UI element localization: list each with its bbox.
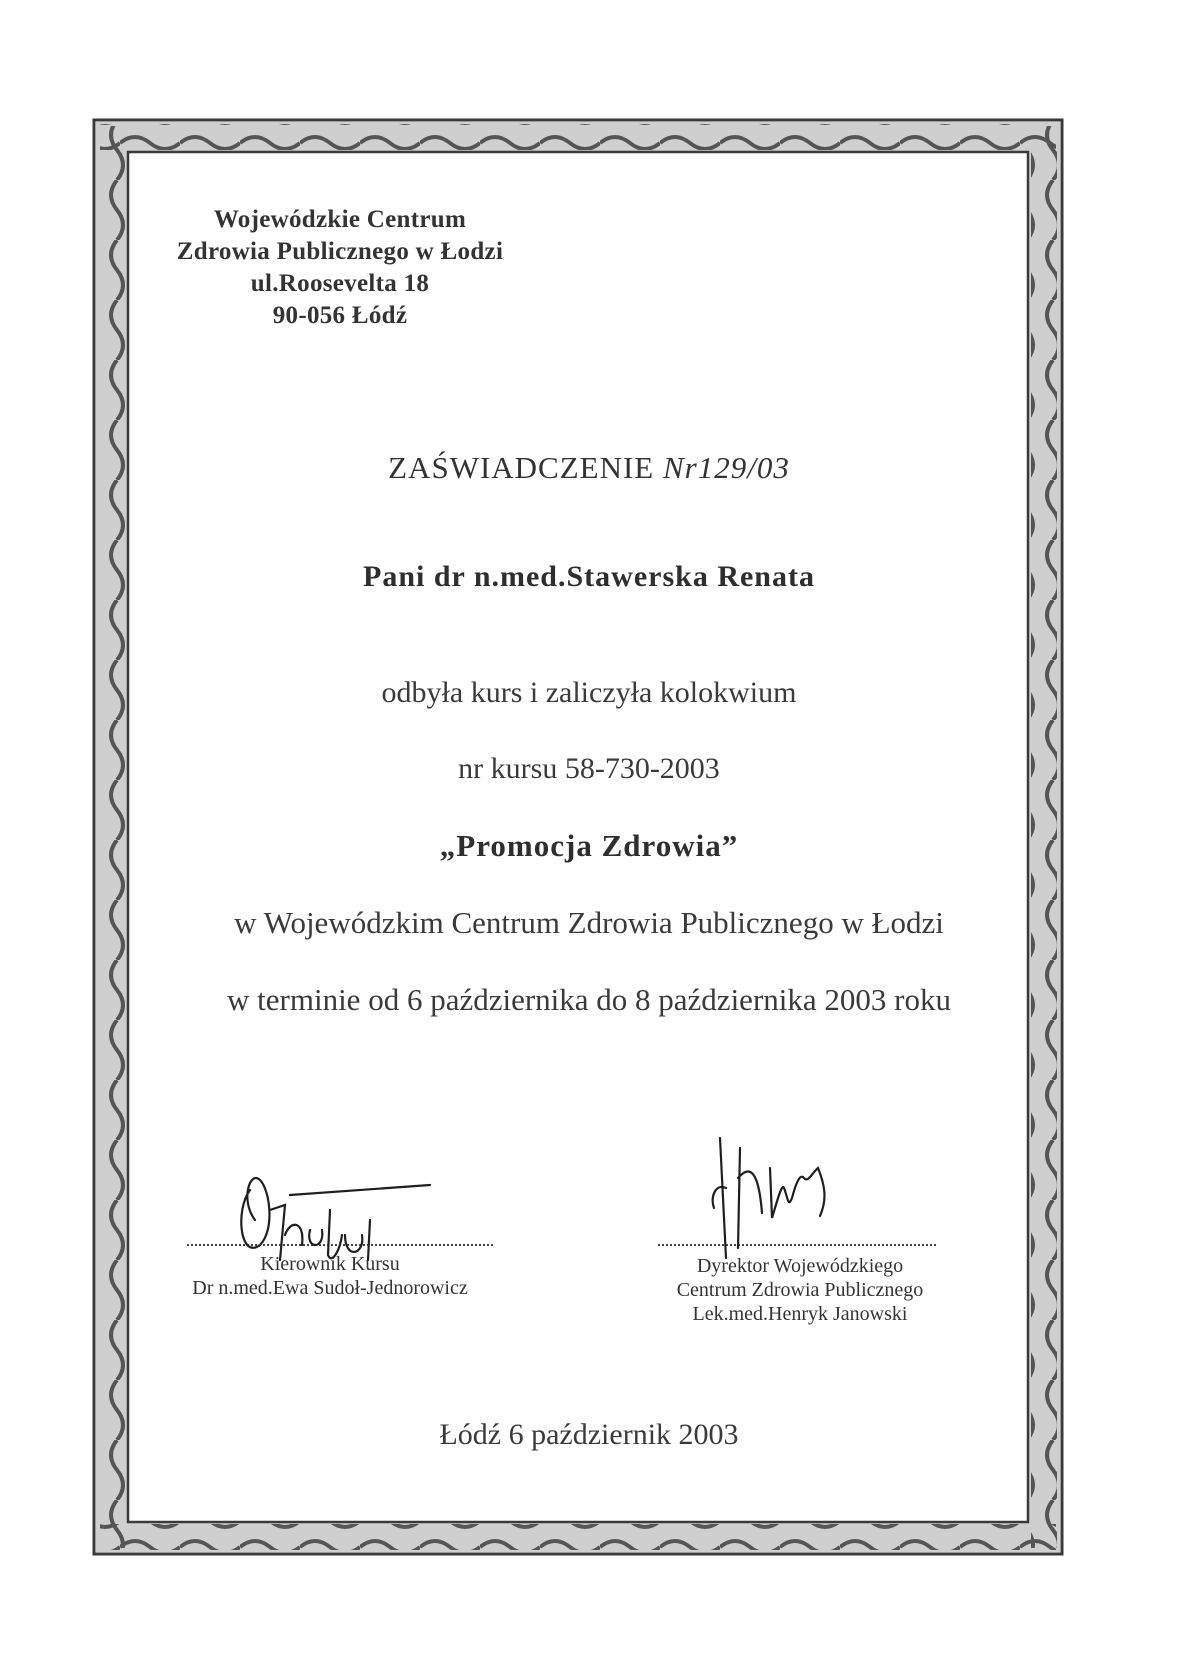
certificate-number: Nr129/03 bbox=[663, 450, 790, 485]
issuer-line: Zdrowia Publicznego w Łodzi bbox=[176, 238, 504, 265]
signature-caption-right bbox=[620, 1254, 980, 1326]
signatory-name: Dr n.med.Ewa Sudoł-Jednorowicz bbox=[192, 1277, 468, 1299]
recipient-name: Pani dr n.med.Stawerska Renata bbox=[363, 560, 815, 593]
signatory-role: Kierownik Kursu bbox=[260, 1253, 400, 1275]
completion-statement: odbyła kurs i zaliczyła kolokwium bbox=[381, 676, 797, 709]
certificate-title bbox=[0, 450, 1178, 486]
title-text: ZAŚWIADCZENIE bbox=[388, 450, 655, 485]
course-number: nr kursu 58-730-2003 bbox=[458, 752, 720, 785]
issuer-street: ul.Roosevelta 18 bbox=[250, 270, 430, 297]
signatory-role: Centrum Zdrowia Publicznego bbox=[676, 1279, 924, 1301]
signature-right-icon bbox=[700, 1128, 900, 1268]
issuer-postal: 90-056 Łódź bbox=[272, 302, 408, 329]
signatory-role: Dyrektor Wojewódzkiego bbox=[696, 1255, 904, 1277]
course-venue: w Wojewódzkim Centrum Zdrowia Publicznego w Łodzi bbox=[234, 905, 944, 940]
issuer-address bbox=[150, 204, 530, 332]
place-and-date: Łódź 6 październik 2003 bbox=[439, 1418, 739, 1451]
signature-caption-left bbox=[150, 1252, 510, 1300]
course-name: „Promocja Zdrowia” bbox=[439, 828, 739, 863]
course-dates: w terminie od 6 października do 8 października 2003 roku bbox=[227, 982, 951, 1017]
signatory-name: Lek.med.Henryk Janowski bbox=[692, 1303, 908, 1325]
issuer-line: Wojewódzkie Centrum bbox=[213, 206, 467, 233]
